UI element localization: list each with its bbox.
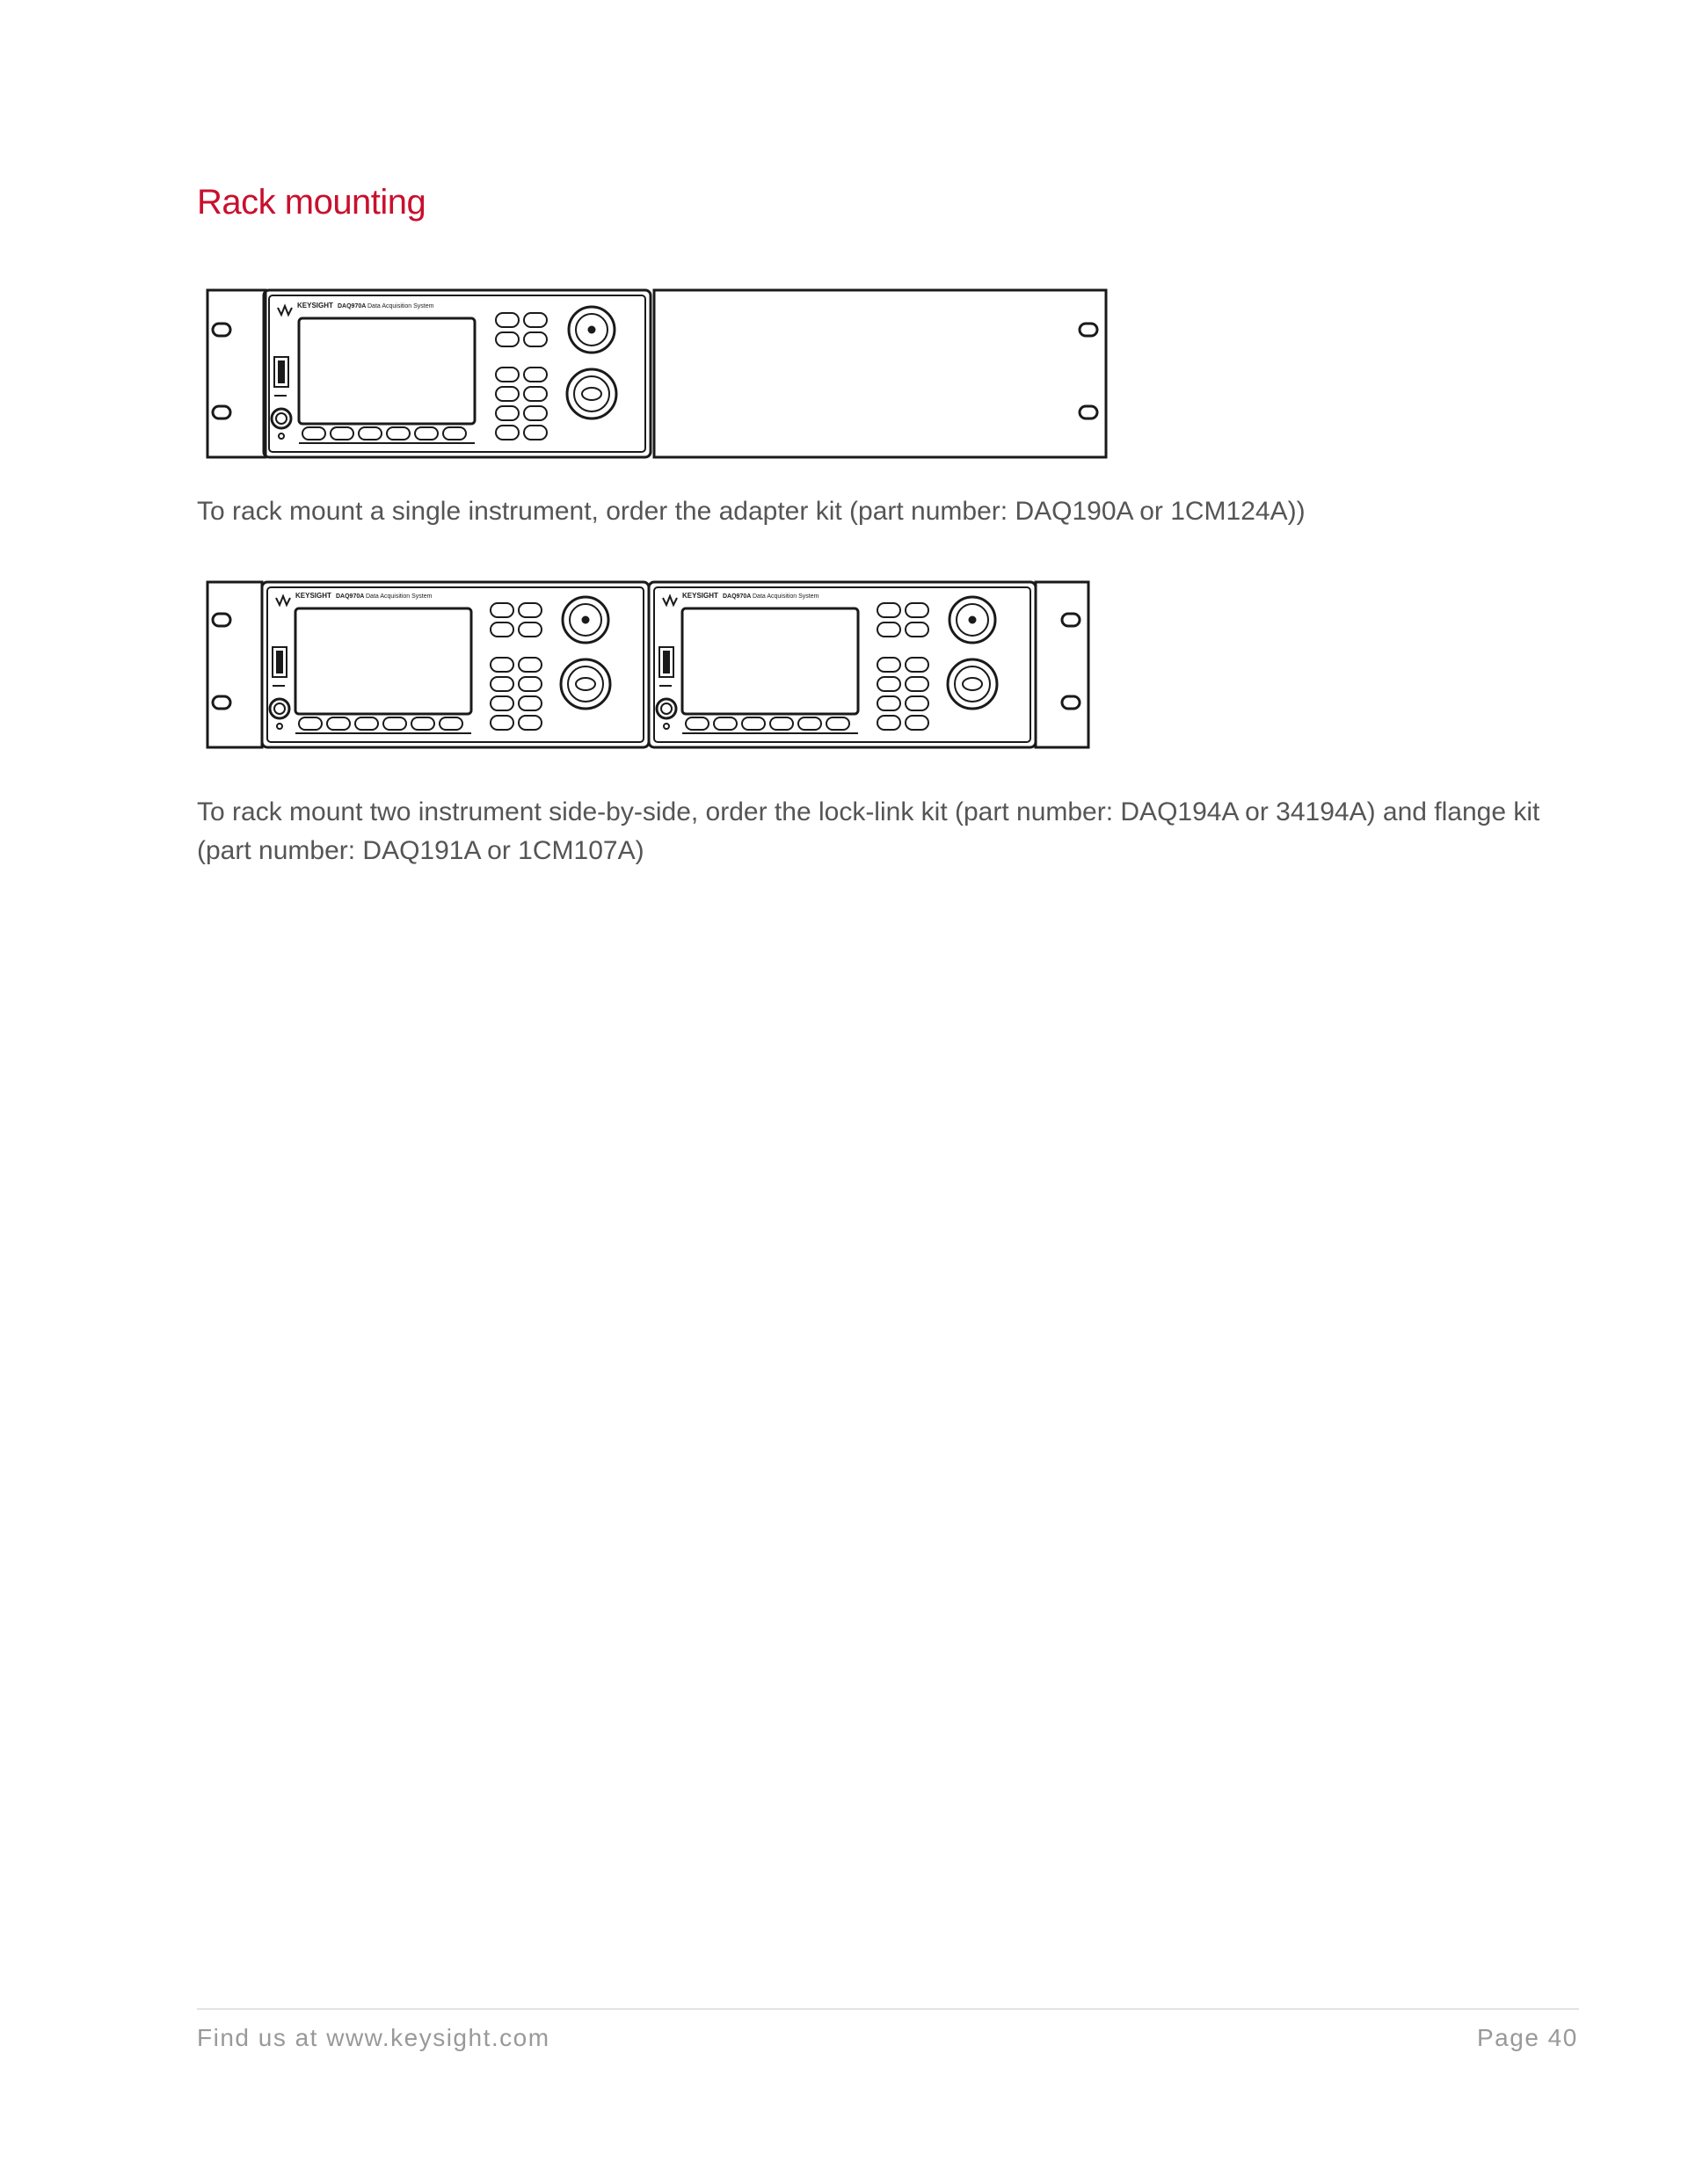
brand-label: KEYSIGHT bbox=[297, 302, 333, 309]
model-label: DAQ970A bbox=[338, 303, 367, 309]
rack-hole bbox=[1080, 406, 1097, 419]
rack-hole bbox=[213, 614, 230, 626]
brand-label: KEYSIGHT bbox=[682, 592, 718, 600]
rack-hole bbox=[213, 406, 230, 419]
single-instrument-instruction: To rack mount a single instrument, order the adapter kit (part number: DAQ190A or 1CM124A)) bbox=[197, 497, 1306, 526]
dual-instrument-instruction: To rack mount two instrument side-by-side, order the lock-link kit (part number: DAQ194A or 34194A) and flange kit (part number: DAQ191A or 1CM107A) bbox=[197, 797, 1540, 865]
right-rack-ear bbox=[1036, 582, 1088, 747]
footer-page-number: Page 40 bbox=[1477, 2024, 1578, 2051]
instrument-body bbox=[264, 290, 651, 457]
instrument-b bbox=[649, 582, 1036, 747]
model-label: DAQ970A bbox=[336, 593, 365, 600]
model-label: DAQ970A bbox=[723, 593, 752, 600]
section-heading: Rack mounting bbox=[197, 183, 426, 222]
rack-hole bbox=[1080, 324, 1097, 336]
brand-label: KEYSIGHT bbox=[295, 592, 331, 600]
product-name-label: Data Acquisition System bbox=[366, 593, 433, 600]
blank-filler-panel bbox=[654, 290, 1106, 457]
footer-website[interactable]: Find us at www.keysight.com bbox=[197, 2024, 550, 2051]
rack-hole bbox=[1062, 614, 1080, 626]
left-rack-ear bbox=[207, 290, 266, 457]
footer-divider bbox=[197, 2008, 1579, 2010]
product-name-label: Data Acquisition System bbox=[753, 593, 819, 600]
rack-hole bbox=[1062, 696, 1080, 709]
product-name-label: Data Acquisition System bbox=[367, 303, 434, 309]
rack-hole bbox=[213, 324, 230, 336]
rack-hole bbox=[213, 696, 230, 709]
instrument-a bbox=[262, 582, 649, 747]
left-rack-ear bbox=[207, 582, 262, 747]
single-instrument-rack-figure bbox=[204, 287, 1110, 462]
dual-instrument-rack-figure bbox=[204, 577, 1092, 753]
